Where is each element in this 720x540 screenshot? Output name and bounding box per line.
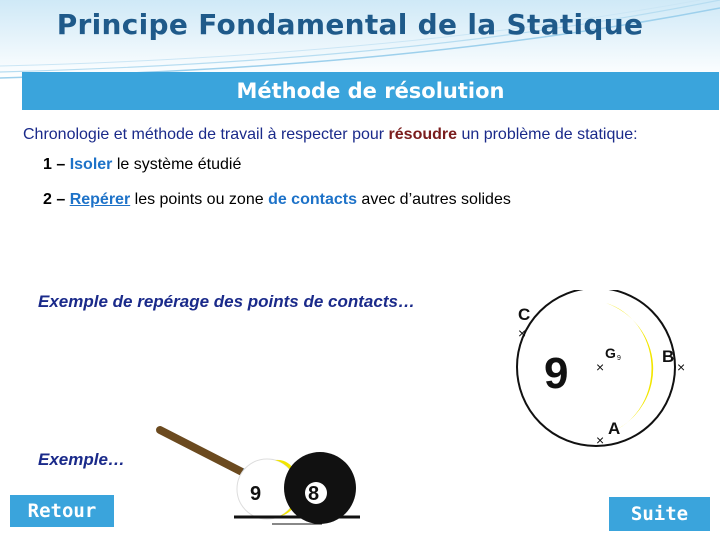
- step-2-text-end: avec d’autres solides: [356, 191, 511, 208]
- intro-emphasis: résoudre: [388, 126, 458, 143]
- point-b-marker: ×: [677, 359, 686, 375]
- next-button[interactable]: Suite: [609, 497, 710, 531]
- example-contacts-label: Exemple de repérage des points de contacts…: [38, 292, 415, 311]
- point-a-label: A: [608, 419, 621, 438]
- step-2-text-middle: les points ou zone: [130, 191, 269, 208]
- point-g-subscript: 9: [617, 355, 621, 362]
- page-title: Principe Fondamental de la Statique: [56, 8, 644, 41]
- point-a-marker: ×: [596, 432, 605, 448]
- step-2-keyword-2: de contacts: [268, 191, 357, 208]
- step-1-keyword: Isoler: [69, 156, 113, 173]
- yellow-stripe: [606, 303, 653, 431]
- intro-after: un problème de statique:: [457, 126, 638, 143]
- step-1: [43, 156, 241, 174]
- point-g-label: G: [605, 345, 616, 361]
- step-2: [43, 191, 511, 209]
- billiard-illustration: [150, 420, 370, 530]
- step-1-text: le système étudié: [112, 156, 242, 173]
- point-b-label: B: [662, 347, 675, 366]
- step-2-keyword: Repérer: [69, 191, 131, 208]
- section-subtitle: Méthode de résolution: [22, 72, 719, 110]
- cue-stick: [160, 430, 246, 474]
- back-button[interactable]: Retour: [10, 495, 114, 527]
- contact-points-diagram: [500, 290, 700, 450]
- ball-number: 9: [544, 349, 569, 398]
- intro-text: [23, 126, 638, 144]
- intro-before: Chronologie et méthode de travail à respecter pour: [23, 126, 389, 143]
- step-1-number: 1 –: [43, 156, 66, 173]
- point-c-marker: ×: [518, 325, 527, 341]
- step-2-number: 2 –: [43, 191, 66, 208]
- ball-9-number: 9: [250, 483, 262, 505]
- point-c-label: C: [518, 305, 531, 324]
- example-label: Exemple…: [38, 450, 125, 469]
- ball-8-number: 8: [308, 483, 320, 505]
- point-g-marker: ×: [596, 359, 605, 375]
